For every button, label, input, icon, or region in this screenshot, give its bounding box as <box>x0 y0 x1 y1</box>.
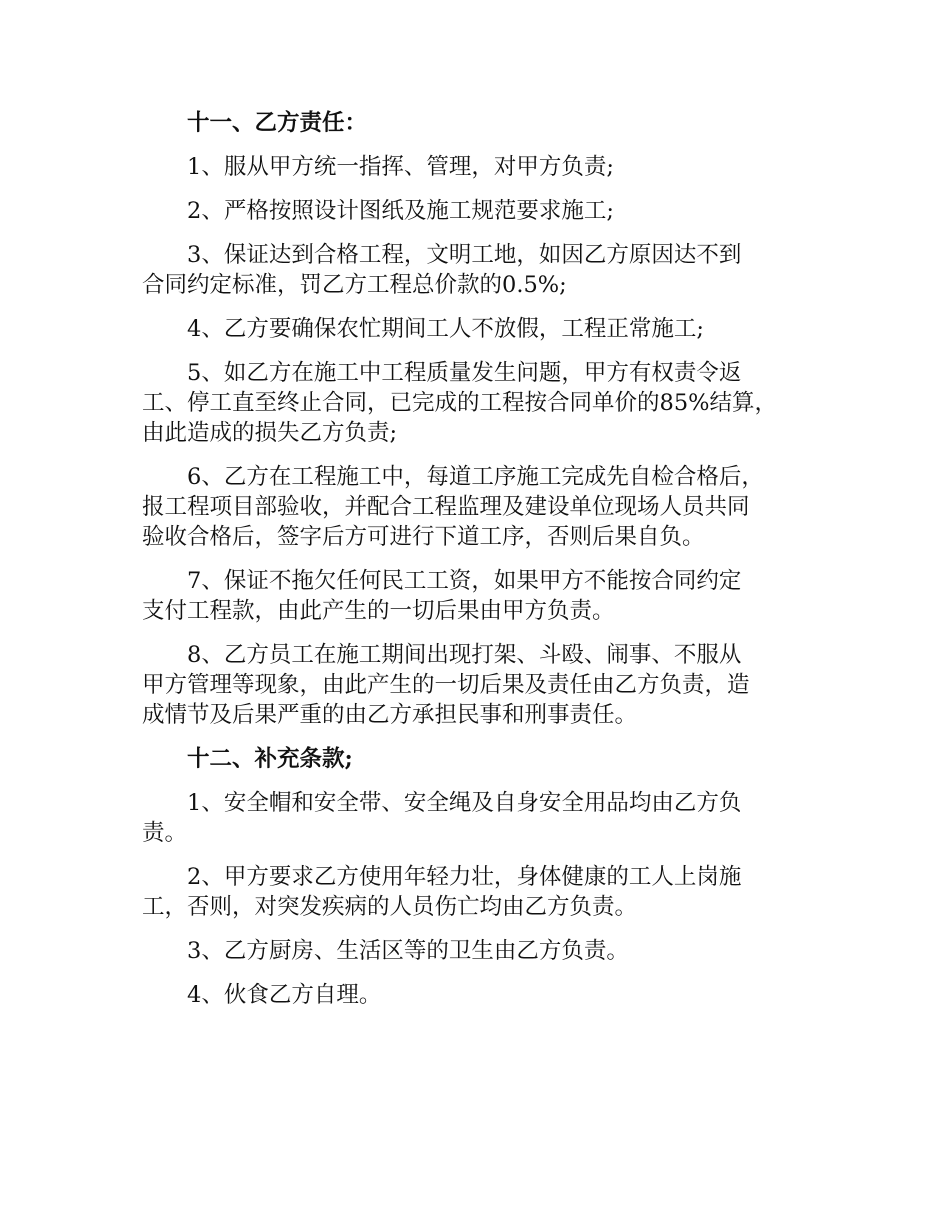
paragraph-line: 6、乙方在工程施工中，每道工序施工完成先自检合格后， <box>187 464 764 490</box>
section-12-item-4 <box>142 980 822 1010</box>
paragraph-line: 成情节及后果严重的由乙方承担民事和刑事责任。 <box>142 702 638 728</box>
paragraph-line: 责。 <box>142 820 188 846</box>
paragraph-line: 5、如乙方在施工中工程质量发生问题，甲方有权责令返 <box>187 360 742 386</box>
paragraph-line: 验收合格后，签字后方可进行下道工序，否则后果自负。 <box>142 524 705 550</box>
section-12-item-3 <box>142 936 822 966</box>
paragraph-line: 合同约定标准，罚乙方工程总价款的0.5%; <box>142 272 567 298</box>
paragraph-line: 8、乙方员工在施工期间出现打架、斗殴、闹事、不服从 <box>187 642 742 668</box>
paragraph-line: 报工程项目部验收，并配合工程监理及建设单位现场人员共同 <box>142 494 750 520</box>
section-11-item-2 <box>142 196 822 226</box>
paragraph-line: 由此造成的损失乙方负责; <box>142 420 398 446</box>
section-12-item-2 <box>142 862 822 922</box>
paragraph-line: 工，否则，对突发疾病的人员伤亡均由乙方负责。 <box>142 894 638 920</box>
paragraph-line: 3、保证达到合格工程，文明工地，如因乙方原因达不到 <box>187 242 742 268</box>
paragraph-line: 支付工程款，由此产生的一切后果由甲方负责。 <box>142 598 615 624</box>
section-11-item-3 <box>142 240 822 300</box>
section-12-item-1 <box>142 788 822 848</box>
paragraph-line: 4、伙食乙方自理。 <box>187 982 382 1008</box>
section-11-item-4 <box>142 314 822 344</box>
section-11-item-7 <box>142 566 822 626</box>
paragraph-line: 4、乙方要确保农忙期间工人不放假，工程正常施工; <box>187 316 704 342</box>
paragraph-line: 甲方管理等现象，由此产生的一切后果及责任由乙方负责，造 <box>142 672 750 698</box>
paragraph-line: 2、严格按照设计图纸及施工规范要求施工; <box>187 198 614 224</box>
section-11-item-6 <box>142 462 822 552</box>
paragraph-line: 1、安全帽和安全带、安全绳及自身安全用品均由乙方负 <box>187 790 742 816</box>
paragraph-line: 3、乙方厨房、生活区等的卫生由乙方负责。 <box>187 938 629 964</box>
paragraph-line: 工、停工直至终止合同，已完成的工程按合同单价的85%结算， <box>142 390 778 416</box>
section-11-item-5 <box>142 358 822 448</box>
paragraph-line: 7、保证不拖欠任何民工工资，如果甲方不能按合同约定 <box>187 568 742 594</box>
paragraph-line: 1、服从甲方统一指挥、管理，对甲方负责; <box>187 154 614 180</box>
paragraph-line: 2、甲方要求乙方使用年轻力壮，身体健康的工人上岗施 <box>187 864 742 890</box>
document-page <box>142 108 822 1024</box>
section-12-heading: 十二、补充条款; <box>187 746 353 772</box>
section-11-heading: 十一、乙方责任： <box>187 110 368 136</box>
section-11-item-8 <box>142 640 822 730</box>
section-11-item-1 <box>142 152 822 182</box>
